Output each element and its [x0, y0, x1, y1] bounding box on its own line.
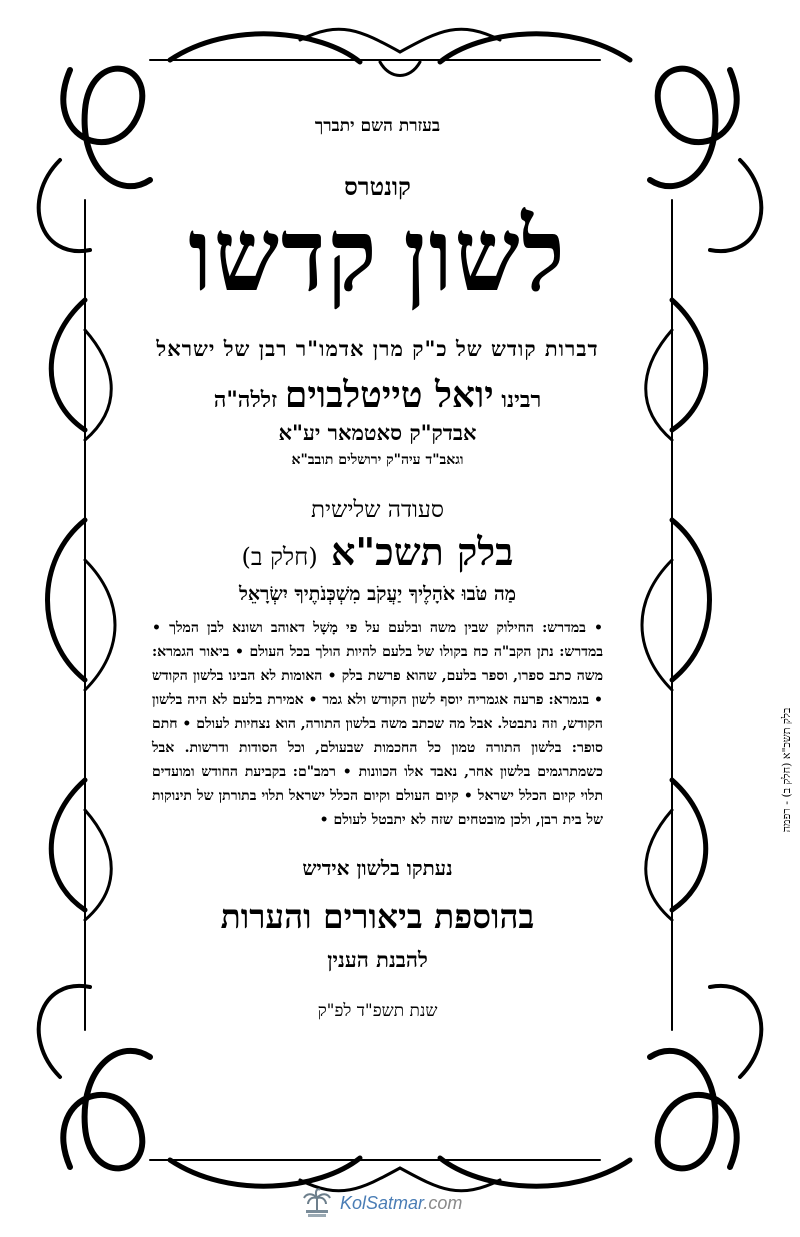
rebbe-prefix: רבינו	[501, 387, 542, 413]
kolsatmar-logo[interactable]	[300, 1185, 520, 1221]
meal-label: סעודה שלישית	[310, 497, 444, 523]
rebbe-line	[150, 374, 605, 416]
gaavad-line: וגאב"ד עיה"ק ירושלים תובב"א	[291, 452, 464, 468]
additions-line: בהוספת ביאורים והערות	[220, 897, 535, 936]
main-title: לשון קדשו	[188, 199, 567, 313]
verse-line: מַה טֹּבוּ אֹהָלֶיךָ יַעֲקֹב מִשְׁכְּנֹתֶיךָ יִשְׂרָאֵל	[238, 583, 517, 605]
topic-summary: • במדרש: החילוק שבין משה ובלעם על פי מָשָׁל דאוהב ושונא לבן המלך • במדרש: נתן הקב"ה כח בקולו של בלעם להיות הולך בכל העולם • ביאור הגמרא: משה כתב ספרו, וספר בלעם, שהוא פרשת בלק • האומות לא הבינו בלשון הקודש • בגמרא: פרעה אגמריה יוסף לשון הקודש ולא גמר • אמירת בלעם לא היה בלשון הקודש, וזה נתבטל. אבל מה שכתב משה בלשון התורה, הוא נצחיות לעולם • חתם סופר: בלשון התורה טמון כל החכמות שבעולם, וכל הסודות ודרשות. אבל כשמתרגמים בלשון אחר, נאבד אלו הכוונות • רמב"ם: בקביעת החודש ומועדים תלוי קיום הכלל ישראל • קיום העולם וקיום הכלל ישראל תלוי בתורתן של תינוקות של בית רבן, ולכן מובטחים שזה לא יתבטל לעולם •	[152, 620, 603, 828]
avdak-line: אבדק"ק סאטמאר יע"א	[278, 420, 477, 445]
opening-invocation: בעזרת השם יתברך	[314, 116, 441, 136]
part-label: (חלק ב)	[241, 543, 318, 571]
parsha-line	[150, 529, 605, 575]
understanding-line: להבנת הענין	[327, 947, 428, 972]
parsha-name: בלק תשכ"א	[330, 529, 514, 574]
side-running-title: בלק תשכ"א (חלק ב) - רפמה	[780, 707, 793, 833]
logo-brand: KolSatmar	[340, 1192, 424, 1213]
kuntres-label: קונטרס	[344, 172, 411, 201]
logo-text	[340, 1193, 462, 1214]
translated-line: נעתקו בלשון אידיש	[302, 856, 453, 880]
palm-tree-books-icon	[300, 1186, 334, 1220]
title-content	[150, 110, 605, 1140]
rebbe-name: יואל טייטלבוים	[284, 374, 494, 416]
rebbe-suffix: זללה"ה	[213, 387, 278, 413]
words-of-line: דברות קודש של כ"ק מרן אדמו"ר רבן של ישראל	[156, 336, 599, 361]
year-line: שנת תשפ"ד לפ"ק	[317, 1001, 438, 1021]
logo-domain: .com	[423, 1192, 463, 1213]
